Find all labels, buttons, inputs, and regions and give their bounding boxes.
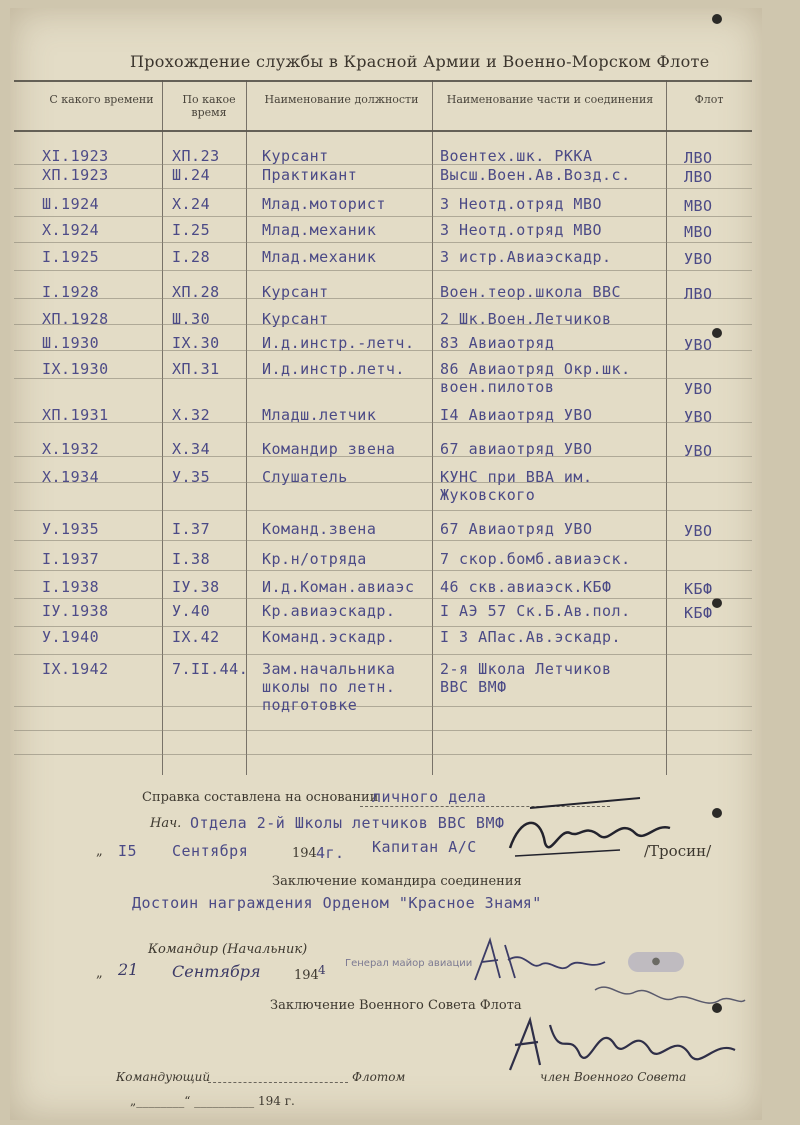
cell-to: I.25 (172, 221, 211, 239)
cell-fleet: ЛВО (684, 285, 713, 303)
header-position: Наименование должности (264, 93, 419, 106)
cell-date: У.1935 (42, 520, 100, 538)
cell-to: I.37 (172, 520, 211, 538)
cell-date: XП.1931 (42, 406, 109, 424)
cell-fleet: УВО (684, 336, 713, 354)
cell-fleet: МВО (684, 223, 713, 241)
cell-fleet: УВО (684, 522, 713, 540)
fleet-label: Флотом (352, 1070, 406, 1084)
row-line (14, 164, 752, 165)
cell-unit: 67 авиаотряд УВО (440, 440, 593, 458)
cell-date: IУ.1938 (42, 602, 109, 620)
table-top-border (14, 80, 752, 82)
header-unit: Наименование части и соединения (446, 93, 654, 106)
cell-unit: 2 Шк.Воен.Летчиков (440, 310, 612, 328)
commander-year-suffix: 4 (318, 963, 326, 977)
cell-position: И.д.инстр.летч. (262, 360, 405, 378)
cell-unit: 46 скв.авиаэск.КБФ (440, 578, 612, 596)
cell-unit: 83 Авиаотряд (440, 334, 555, 352)
row-line (14, 422, 752, 423)
commander-month: Сентября (172, 962, 261, 981)
cell-position: Млад.механик (262, 248, 377, 266)
cell-date: IX.1930 (42, 360, 109, 378)
row-line (14, 626, 752, 627)
basis-value: личного дела (372, 788, 487, 806)
cell-unit: ВВС ВМФ (440, 678, 507, 696)
row-line (14, 510, 752, 511)
page-title: Прохождение службы в Красной Армии и Военно-Морском Флоте (130, 52, 710, 71)
cell-date: XП.1928 (42, 310, 109, 328)
header-fleet: Флот (694, 93, 724, 106)
cell-fleet: КБФ (684, 604, 713, 622)
cell-date: XП.1923 (42, 166, 109, 184)
council-member-label: член Военного Совета (540, 1070, 687, 1084)
row-line (14, 706, 752, 707)
row-line (14, 188, 752, 189)
cell-to: X.32 (172, 406, 211, 424)
cell-to: IУ.38 (172, 578, 220, 596)
cell-position: Курсант (262, 147, 329, 165)
cell-fleet: УВО (684, 380, 713, 398)
signer-name: /Тросин/ (644, 842, 712, 860)
cell-fleet: ЛВО (684, 168, 713, 186)
cell-date: У.1940 (42, 628, 100, 646)
cell-to: IX.30 (172, 334, 220, 352)
header-from: С какого времени (49, 93, 154, 106)
cell-position: Команд.эскадр. (262, 628, 396, 646)
cell-date: I.1925 (42, 248, 100, 266)
cell-fleet: УВО (684, 408, 713, 426)
cell-position: И.д.Коман.авиаэс (262, 578, 415, 596)
cell-position: Младш.летчик (262, 406, 377, 424)
row-line (14, 324, 752, 325)
column-divider (432, 80, 433, 775)
cell-to: I.38 (172, 550, 211, 568)
column-divider (666, 80, 667, 775)
cell-unit: 2-я Школа Летчиков (440, 660, 612, 678)
cell-unit: Воентех.шк. РККА (440, 147, 593, 165)
commander-conclusion-label: Заключение командира соединения (272, 874, 522, 889)
commander-conclusion-value: Достоин награждения Орденом "Красное Знамя" (132, 894, 542, 912)
row-line (14, 242, 752, 243)
date-quote: „ (96, 844, 103, 859)
cell-date: I.1937 (42, 550, 100, 568)
cell-unit: 7 скор.бомб.авиаэск. (440, 550, 631, 568)
cell-position: Млад.моторист (262, 195, 386, 213)
round-seal: ● (628, 952, 684, 972)
cell-unit: I АЭ 57 Ск.Б.Ав.пол. (440, 602, 631, 620)
row-line (14, 754, 752, 755)
cell-date: XI.1923 (42, 147, 109, 165)
row-line (14, 540, 752, 541)
cell-date: X.1924 (42, 221, 100, 239)
cell-position: Кр.авиаэскадр. (262, 602, 396, 620)
commander-year: 194 (294, 968, 319, 983)
cell-unit: 67 Авиаотряд УВО (440, 520, 593, 538)
cell-unit: 3 истр.Авиаэскадр. (440, 248, 612, 266)
cell-position: Курсант (262, 310, 329, 328)
row-line (14, 598, 752, 599)
cell-unit: Жуковского (440, 486, 536, 504)
basis-label: Справка составлена на основании (142, 790, 379, 805)
commander-label: Командир (Начальник) (148, 942, 308, 957)
cell-fleet: ЛВО (684, 149, 713, 167)
row-line (14, 730, 752, 731)
cell-to: IX.42 (172, 628, 220, 646)
cell-to: У.40 (172, 602, 211, 620)
cell-unit: Высш.Воен.Ав.Возд.с. (440, 166, 631, 184)
cell-unit: I 3 АПас.Ав.эскадр. (440, 628, 622, 646)
cell-to: Ш.24 (172, 166, 211, 184)
cell-position: школы по летн. (262, 678, 396, 696)
date-year-suffix: 4г. (316, 844, 345, 862)
cell-date: Ш.1924 (42, 195, 100, 213)
cell-to: Ш.30 (172, 310, 211, 328)
cell-unit: КУНС при ВВА им. (440, 468, 593, 486)
rank: Капитан А/С (372, 838, 477, 856)
cell-to: У.35 (172, 468, 211, 486)
column-divider (162, 80, 163, 775)
punch-hole (712, 14, 722, 24)
final-date: „________“ __________ 194 г. (130, 1094, 295, 1108)
cell-date: Ш.1930 (42, 334, 100, 352)
cell-unit: 3 Неотд.отряд МВО (440, 195, 603, 213)
chief-value: Отдела 2-й Школы летчиков ВВС ВМФ (190, 814, 505, 832)
cell-date: X.1932 (42, 440, 100, 458)
header-to: По какое время (182, 93, 236, 119)
table-header-border (14, 130, 752, 132)
cell-position: И.д.инстр.-летч. (262, 334, 415, 352)
cell-to: XП.28 (172, 283, 220, 301)
row-line (14, 482, 752, 483)
date-year-prefix: 194 (292, 846, 317, 861)
cell-position: подготовке (262, 696, 358, 714)
cell-to: X.24 (172, 195, 211, 213)
cell-to: X.34 (172, 440, 211, 458)
cell-to: XП.23 (172, 147, 220, 165)
date-day: I5 (118, 842, 138, 860)
cell-position: Млад.механик (262, 221, 377, 239)
cell-unit: I4 Авиаотряд УВО (440, 406, 593, 424)
fleet-commander-label: Командующий (116, 1070, 211, 1084)
chief-label: Нач. (150, 816, 182, 831)
cell-unit: воен.пилотов (440, 378, 555, 396)
cell-position: Курсант (262, 283, 329, 301)
cell-position: Слушатель (262, 468, 348, 486)
cell-position: Практикант (262, 166, 358, 184)
cell-to: 7.II.44. (172, 660, 249, 678)
cell-position: Команд.звена (262, 520, 377, 538)
cell-fleet: УВО (684, 250, 713, 268)
row-line (14, 298, 752, 299)
row-line (14, 270, 752, 271)
cell-fleet: УВО (684, 442, 713, 460)
cell-position: Кр.н/отряда (262, 550, 367, 568)
row-line (14, 216, 752, 217)
council-conclusion-label: Заключение Военного Совета Флота (270, 998, 522, 1013)
row-line (14, 570, 752, 571)
cell-fleet: КБФ (684, 580, 713, 598)
cell-unit: 86 Авиаотряд Окр.шк. (440, 360, 631, 378)
blank-line (208, 1082, 348, 1083)
commander-rank-stamp: Генерал майор авиации (345, 958, 473, 969)
cell-fleet: МВО (684, 197, 713, 215)
punch-hole (712, 808, 722, 818)
row-line (14, 654, 752, 655)
cell-position: Зам.начальника (262, 660, 396, 678)
cell-date: X.1934 (42, 468, 100, 486)
commander-quote: „ (96, 966, 103, 981)
commander-day: 21 (118, 960, 139, 979)
cell-date: IX.1942 (42, 660, 109, 678)
cell-position: Командир звена (262, 440, 396, 458)
cell-date: I.1928 (42, 283, 100, 301)
cell-to: XП.31 (172, 360, 220, 378)
date-month: Сентября (172, 842, 249, 860)
row-line (14, 378, 752, 379)
cell-to: I.28 (172, 248, 211, 266)
cell-unit: 3 Неотд.отряд МВО (440, 221, 603, 239)
cell-unit: Воен.теор.школа ВВС (440, 283, 622, 301)
cell-date: I.1938 (42, 578, 100, 596)
